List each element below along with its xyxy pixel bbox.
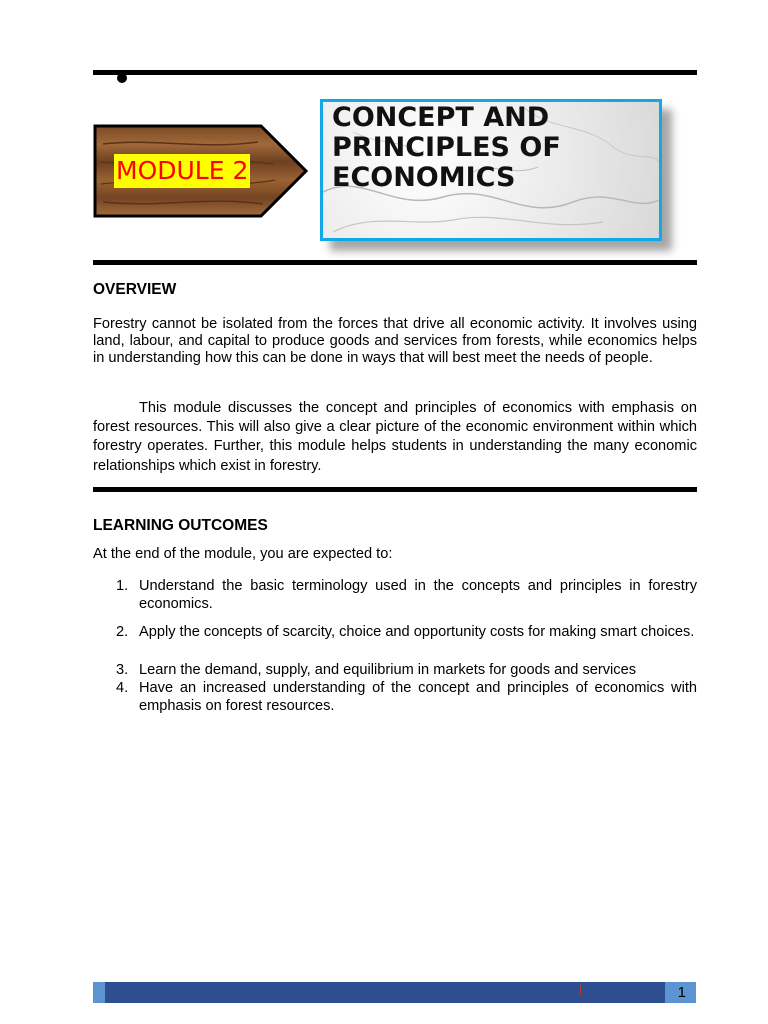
title-box <box>320 99 662 241</box>
list-item-text: Learn the demand, supply, and equilibrium in markets for goods and services <box>139 662 636 678</box>
module-label: MODULE 2 <box>114 154 250 188</box>
footer-left-accent <box>93 982 105 1003</box>
section-rule <box>93 487 697 492</box>
overview-heading: OVERVIEW <box>93 281 177 298</box>
module-title-line: PRINCIPLES OF <box>332 132 561 163</box>
list-item-text: Have an increased understanding of the concept and principles of economics with emphasis on forest resources. <box>139 680 697 714</box>
footer-mark <box>580 985 581 995</box>
learning-outcomes-intro: At the end of the module, you are expected to: <box>93 546 393 562</box>
module-title-line: ECONOMICS <box>332 162 516 193</box>
overview-paragraph: This module discusses the concept and principles of economics with emphasis on forest resources. This will also give a clear picture of the economic environment within which forestry operates. Further, this module helps students in understanding the many economic relationships which exist in forestry. <box>93 400 697 474</box>
module-title-line: CONCEPT AND <box>332 102 550 133</box>
learning-outcomes-heading: LEARNING OUTCOMES <box>93 517 268 534</box>
list-item-text: Understand the basic terminology used in the concepts and principles in forestry economics. <box>139 578 697 612</box>
top-rule <box>93 70 697 75</box>
list-item-number: 2. <box>116 624 129 640</box>
bullet-dot <box>117 73 127 83</box>
footer-bar <box>93 982 696 1003</box>
section-rule <box>93 260 697 265</box>
page-number: 1 <box>677 984 686 1001</box>
list-item-number: 4. <box>116 680 129 696</box>
overview-paragraph: Forestry cannot be isolated from the forces that drive all economic activity. It involves using land, labour, and capital to produce goods and services from forests, while economics helps in understanding how this can be done in ways that will best meet the needs of people. <box>93 316 697 366</box>
module-title <box>332 103 652 193</box>
list-item-number: 1. <box>116 578 129 594</box>
list-item-number: 3. <box>116 662 129 678</box>
list-item-text: Apply the concepts of scarcity, choice and opportunity costs for making smart choices. <box>139 624 695 640</box>
